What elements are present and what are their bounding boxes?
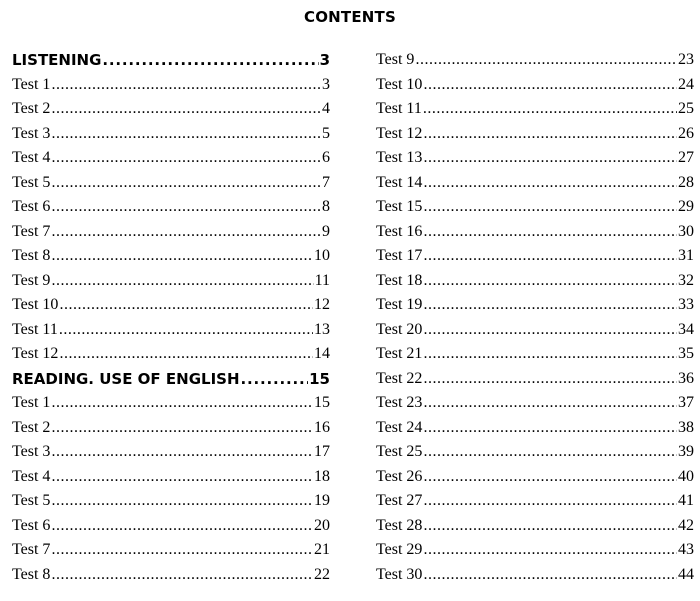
entry-label: Test 7 (12, 541, 51, 558)
entry-label: Test 10 (376, 75, 423, 93)
entry-label: Test 5 (12, 173, 51, 191)
toc-entry (12, 97, 330, 122)
page-number: 10 (314, 247, 330, 264)
dot-leader (423, 97, 677, 122)
dot-leader (423, 440, 677, 465)
page-number: 31 (678, 247, 694, 264)
dot-leader (59, 342, 313, 367)
dot-leader (423, 146, 677, 171)
toc-entry (12, 342, 330, 367)
page-number: 20 (314, 516, 330, 534)
toc-entry (376, 514, 694, 539)
section-title: READING. USE OF ENGLISH (12, 369, 240, 388)
page-number: 6 (322, 149, 330, 166)
page-number: 15 (309, 369, 330, 388)
dot-leader (415, 48, 677, 73)
entry-label: Test 12 (376, 124, 423, 142)
page-number: 27 (678, 149, 694, 166)
entry-label: Test 3 (12, 443, 51, 460)
page-number: 25 (678, 100, 694, 117)
entry-label: Test 13 (376, 149, 423, 166)
toc-entry (376, 244, 694, 269)
dot-leader (51, 171, 321, 196)
page-number: 29 (678, 198, 694, 215)
page-number: 44 (678, 565, 694, 583)
entry-label: Test 4 (12, 467, 51, 485)
toc-entry (12, 195, 330, 220)
entry-label: Test 19 (376, 296, 423, 313)
toc-entry (376, 489, 694, 514)
dot-leader (51, 244, 313, 269)
entry-label: Test 15 (376, 198, 423, 215)
entry-label: Test 14 (376, 173, 423, 191)
dot-leader (423, 220, 677, 245)
toc-entry (376, 293, 694, 318)
toc-entry (376, 48, 694, 73)
entry-label: Test 24 (376, 418, 423, 436)
toc-entry (12, 122, 330, 147)
toc-entry (12, 269, 330, 294)
dot-leader (51, 97, 321, 122)
entry-label: Test 25 (376, 443, 423, 460)
page-number: 12 (314, 296, 330, 313)
page-number: 21 (314, 541, 330, 558)
toc-entry (376, 171, 694, 196)
entry-label: Test 10 (12, 296, 59, 313)
page-number: 33 (678, 296, 694, 313)
page-number: 5 (322, 124, 330, 142)
entry-label: Test 9 (12, 271, 51, 289)
entry-label: Test 26 (376, 467, 423, 485)
page-number: 28 (678, 173, 694, 191)
toc-entry (376, 391, 694, 416)
entry-label: Test 22 (376, 369, 423, 387)
toc-entry (12, 293, 330, 318)
entry-label: Test 2 (12, 418, 51, 436)
dot-leader (51, 122, 321, 147)
page-number: 35 (678, 345, 694, 362)
toc-entry (376, 342, 694, 367)
dot-leader (51, 195, 321, 220)
dot-leader (423, 514, 677, 539)
dot-leader (423, 538, 677, 563)
dot-leader (102, 48, 318, 73)
dot-leader (51, 514, 313, 539)
entry-label: Test 16 (376, 222, 423, 240)
entry-label: Test 12 (12, 345, 59, 362)
dot-leader (51, 440, 313, 465)
toc-entry (376, 195, 694, 220)
page-number: 41 (678, 492, 694, 509)
dot-leader (423, 293, 677, 318)
dot-leader (423, 489, 677, 514)
entry-label: Test 27 (376, 492, 423, 509)
dot-leader (51, 391, 313, 416)
entry-label: Test 9 (376, 51, 415, 68)
dot-leader (423, 391, 677, 416)
dot-leader (423, 342, 677, 367)
dot-leader (51, 489, 313, 514)
entry-label: Test 1 (12, 394, 51, 411)
toc-entry (12, 538, 330, 563)
dot-leader (423, 318, 677, 343)
page-number: 19 (314, 492, 330, 509)
dot-leader (51, 538, 313, 563)
dot-leader (423, 465, 677, 490)
entry-label: Test 6 (12, 198, 51, 215)
dot-leader (51, 73, 321, 98)
toc-entry (376, 465, 694, 490)
entry-label: Test 1 (12, 75, 51, 93)
page-number: 40 (678, 467, 694, 485)
section-title: LISTENING (12, 51, 102, 69)
entry-label: Test 18 (376, 271, 423, 289)
page-number: 23 (678, 51, 694, 68)
contents-column-left (12, 48, 330, 587)
toc-entry (12, 465, 330, 490)
toc-entry (376, 538, 694, 563)
page-number: 42 (678, 516, 694, 534)
dot-leader (51, 146, 321, 171)
dot-leader (423, 171, 677, 196)
toc-entry (12, 73, 330, 98)
page-number: 32 (678, 271, 694, 289)
toc-entry (376, 416, 694, 441)
toc-entry (376, 318, 694, 343)
dot-leader (241, 367, 309, 392)
entry-label: Test 8 (12, 247, 51, 264)
page-number: 7 (322, 173, 330, 191)
toc-entry (12, 318, 330, 343)
page-number: 11 (314, 271, 330, 289)
dot-leader (423, 244, 677, 269)
entry-label: Test 8 (12, 565, 51, 583)
entry-label: Test 23 (376, 394, 423, 411)
toc-entry (376, 269, 694, 294)
page-number: 13 (314, 320, 330, 338)
dot-leader (59, 293, 313, 318)
page-number: 16 (314, 418, 330, 436)
toc-entry (376, 440, 694, 465)
page-number: 14 (314, 345, 330, 362)
dot-leader (423, 269, 677, 294)
entry-label: Test 3 (12, 124, 51, 142)
contents-column-right (376, 48, 694, 587)
toc-entry (376, 122, 694, 147)
toc-entry (376, 146, 694, 171)
page-number: 39 (678, 443, 694, 460)
toc-entry (12, 146, 330, 171)
toc-entry (12, 563, 330, 588)
entry-label: Test 30 (376, 565, 423, 583)
dot-leader (51, 465, 313, 490)
toc-entry (12, 244, 330, 269)
page-number: 3 (319, 51, 330, 69)
dot-leader (423, 416, 677, 441)
toc-entry (376, 367, 694, 392)
page-number: 9 (322, 222, 330, 240)
dot-leader (423, 367, 677, 392)
section-heading (12, 367, 330, 392)
page-number: 26 (678, 124, 694, 142)
dot-leader (51, 416, 313, 441)
page-number: 43 (678, 541, 694, 558)
page-number: 3 (322, 75, 330, 93)
toc-entry (12, 171, 330, 196)
toc-entry (12, 220, 330, 245)
toc-entry (376, 220, 694, 245)
dot-leader (423, 73, 677, 98)
page-number: 4 (322, 100, 330, 117)
toc-entry (12, 514, 330, 539)
entry-label: Test 6 (12, 516, 51, 534)
entry-label: Test 20 (376, 320, 423, 338)
toc-entry (12, 440, 330, 465)
dot-leader (423, 563, 677, 588)
entry-label: Test 28 (376, 516, 423, 534)
page-number: 24 (678, 75, 694, 93)
page-number: 17 (314, 443, 330, 460)
page-number: 37 (678, 394, 694, 411)
page-number: 18 (314, 467, 330, 485)
toc-entry (376, 97, 694, 122)
page-number: 8 (322, 198, 330, 215)
entry-label: Test 11 (376, 100, 422, 117)
dot-leader (423, 195, 677, 220)
entry-label: Test 5 (12, 492, 51, 509)
toc-entry (12, 391, 330, 416)
dot-leader (51, 269, 313, 294)
toc-entry (376, 563, 694, 588)
entry-label: Test 4 (12, 149, 51, 166)
page-title: CONTENTS (304, 8, 396, 26)
toc-entry (12, 489, 330, 514)
page-number: 36 (678, 369, 694, 387)
dot-leader (59, 318, 313, 343)
page-number: 34 (678, 320, 694, 338)
page-number: 38 (678, 418, 694, 436)
dot-leader (51, 563, 313, 588)
entry-label: Test 2 (12, 100, 51, 117)
entry-label: Test 21 (376, 345, 423, 362)
page-number: 30 (678, 222, 694, 240)
entry-label: Test 17 (376, 247, 423, 264)
dot-leader (423, 122, 677, 147)
section-heading (12, 48, 330, 73)
dot-leader (51, 220, 321, 245)
entry-label: Test 11 (12, 320, 58, 338)
page-number: 22 (314, 565, 330, 583)
entry-label: Test 29 (376, 541, 423, 558)
toc-entry (12, 416, 330, 441)
toc-entry (376, 73, 694, 98)
page-number: 15 (314, 394, 330, 411)
entry-label: Test 7 (12, 222, 51, 240)
